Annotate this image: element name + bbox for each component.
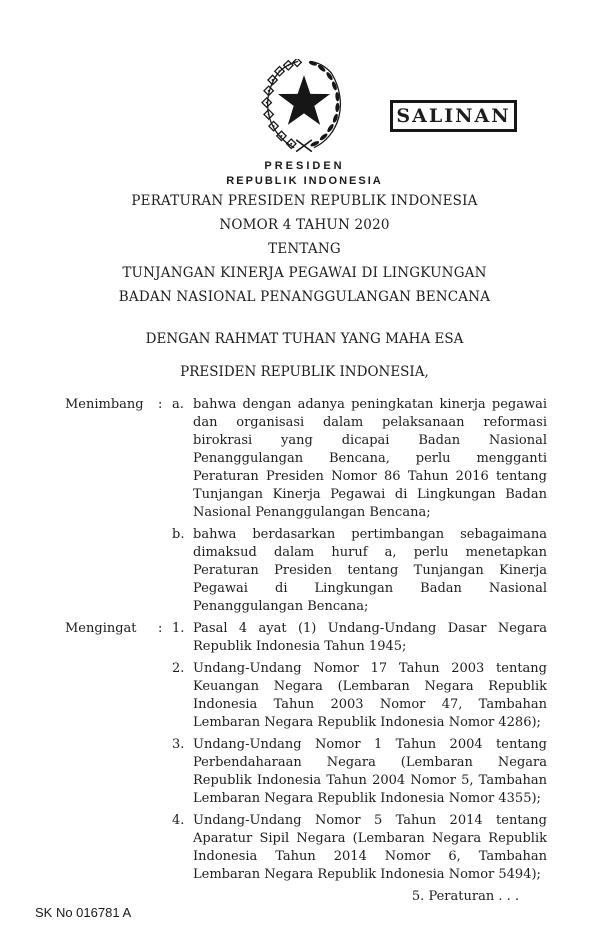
item-text: Undang-Undang Nomor 5 Tahun 2014 tentang Aparatur Sipil Negara (Lembaran Negara Republik Indonesia Tahun 2014 Nomor 6, Tambahan Lembaran Negara Republik Indonesia Nomor 5494); [193, 813, 547, 882]
catchword-line: 5. Peraturan . . . [411, 889, 519, 904]
mengingat-item-2 [172, 660, 547, 732]
item-text: Undang-Undang Nomor 17 Tahun 2003 tentang Keuangan Negara (Lembaran Negara Republik Indonesia Tahun 2003 Nomor 47, Tambahan Lembaran Negara Republik Indonesia Nomor 4286); [193, 661, 547, 730]
invocation-line: DENGAN RAHMAT TUHAN YANG MAHA ESA [145, 331, 464, 347]
item-marker: 3. [172, 737, 185, 752]
salinan-stamp [390, 100, 517, 132]
mengingat-clause [65, 620, 547, 884]
subject-line-1: TUNJANGAN KINERJA PEGAWAI DI LINGKUNGAN [122, 265, 487, 281]
letterhead [0, 160, 609, 187]
item-marker: b. [172, 527, 185, 542]
document-body [0, 396, 609, 906]
tentang-label: TENTANG [268, 241, 341, 257]
item-text: bahwa dengan adanya peningkatan kinerja pegawai dan organisasi dalam pelaksanaan reformasi birokrasi yang dicapai Badan Nasional Penanggulangan Bencana, perlu mengganti Peraturan Presiden Nomor 86 Tahun 2016 tentang Tunjangan Kinerja Pegawai di Lingkungan Badan Nasional Penanggulangan Bencana; [193, 397, 547, 520]
mengingat-label: Mengingat [65, 621, 137, 636]
menimbang-colon: : [158, 397, 163, 412]
item-marker: 4. [172, 813, 185, 828]
letterhead-republik-indonesia: REPUBLIK INDONESIA [226, 175, 383, 187]
mengingat-items [172, 620, 547, 884]
menimbang-item-b [172, 526, 547, 616]
item-text: Undang-Undang Nomor 1 Tahun 2004 tentang Perbendaharaan Negara (Lembaran Negara Republik Indonesia Tahun 2004 Nomor 5, Tambahan Lembaran Negara Republik Indonesia Nomor 4355); [193, 737, 547, 806]
item-text: bahwa berdasarkan pertimbangan sebagaimana dimaksud dalam huruf a, perlu menetapkan Peraturan Presiden tentang Tunjangan Kinerja Pegawai di Lingkungan Badan Nasional Penanggulangan Bencana; [193, 527, 547, 614]
regulation-title: PERATURAN PRESIDEN REPUBLIK INDONESIA [131, 193, 478, 209]
presidential-seal-icon [253, 59, 355, 154]
menimbang-items [172, 396, 547, 616]
sk-number: SK No 016781 A [35, 905, 132, 920]
regulation-title-block [0, 194, 609, 314]
menimbang-clause [65, 396, 547, 616]
item-marker: a. [172, 397, 184, 412]
mengingat-item-1 [172, 620, 547, 656]
mengingat-item-4 [172, 812, 547, 884]
mengingat-colon: : [158, 621, 163, 636]
regulation-number: NOMOR 4 TAHUN 2020 [219, 217, 390, 233]
item-text: Pasal 4 ayat (1) Undang-Undang Dasar Negara Republik Indonesia Tahun 1945; [193, 621, 547, 654]
authority-line: PRESIDEN REPUBLIK INDONESIA, [180, 364, 429, 380]
mengingat-item-3 [172, 736, 547, 808]
menimbang-item-a [172, 396, 547, 522]
item-marker: 1. [172, 621, 185, 636]
item-marker: 2. [172, 661, 185, 676]
menimbang-label: Menimbang [65, 397, 144, 412]
subject-line-2: BADAN NASIONAL PENANGGULANGAN BENCANA [118, 289, 491, 305]
letterhead-presiden: PRESIDEN [264, 160, 345, 172]
salinan-stamp-label: SALINAN [396, 105, 511, 127]
